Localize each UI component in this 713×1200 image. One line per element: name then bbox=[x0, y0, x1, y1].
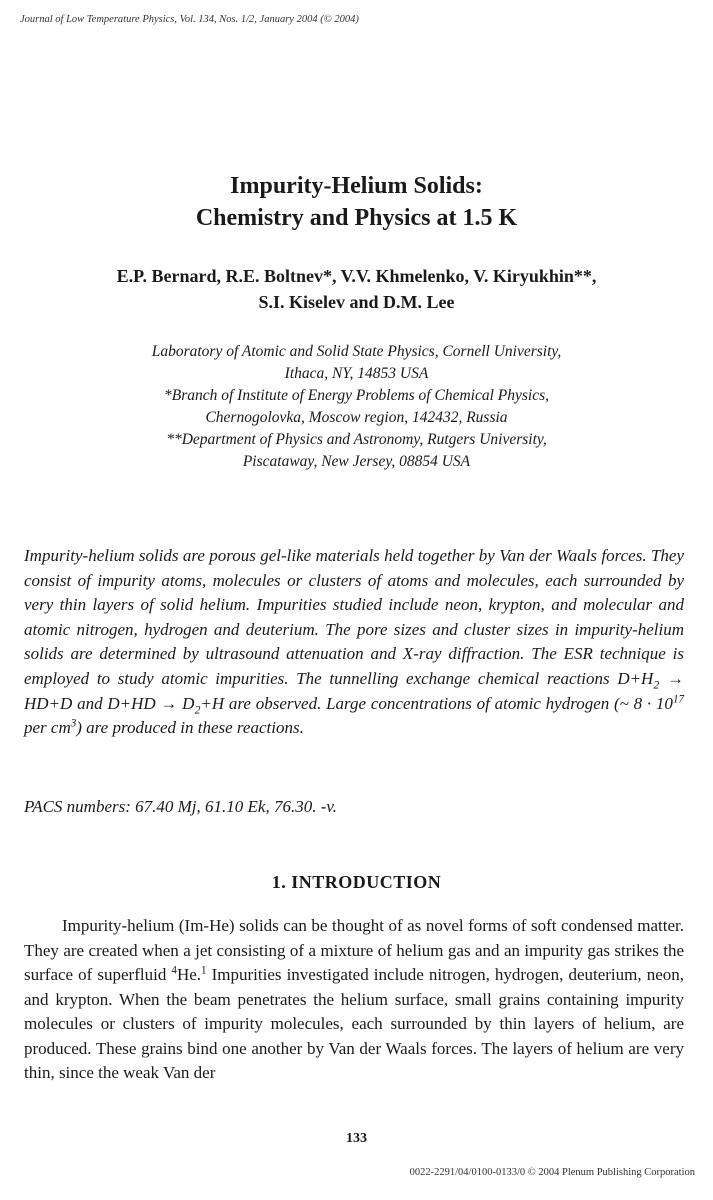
reference-marker: 1 bbox=[201, 964, 207, 977]
affiliation-line: Piscataway, New Jersey, 08854 USA bbox=[242, 453, 471, 470]
introduction-body bbox=[24, 914, 684, 1086]
copyright-line: 0022-2291/04/0100-0133/0 © 2004 Plenum Publishing Corporation bbox=[409, 1167, 695, 1178]
affiliation-line: Ithaca, NY, 14853 USA bbox=[284, 365, 429, 382]
affiliation-line: *Branch of Institute of Energy Problems of Chemical Physics, bbox=[164, 387, 549, 404]
section-heading: 1. INTRODUCTION bbox=[271, 872, 442, 892]
abstract-text: Impurity-helium solids are porous gel-like materials held together by Van der Waals forces. They consist of impurity atoms, molecules or clusters of atoms and molecules, each surrounded by very thin layers of solid helium. Impurities studied include neon, krypton, and molecular and atomic nitrogen, hydrogen and deuterium. The pore sizes and cluster sizes in impurity-helium solids are determined by ultrasound attenuation and X-ray diffraction. The ESR technique is employed to study atomic impurities. The tunnelling exchange chemical reactions D+H bbox=[24, 546, 684, 688]
affiliation-line: Chernogolovka, Moscow region, 142432, Russia bbox=[205, 409, 508, 426]
affiliation-line: **Department of Physics and Astronomy, Rutgers University, bbox=[166, 431, 547, 448]
abstract-text: per cm bbox=[24, 718, 71, 738]
superscript: 4 bbox=[171, 964, 177, 977]
paper-title bbox=[0, 170, 713, 234]
abstract-text: → HD+D and D+HD → D bbox=[24, 668, 684, 713]
affiliations bbox=[0, 341, 713, 473]
intro-paragraph bbox=[24, 914, 684, 1086]
abstract bbox=[24, 544, 684, 741]
body-text: He. bbox=[176, 965, 202, 984]
abstract-text: +H are observed. Large concentrations of atomic hydrogen (~ 8 · 10 bbox=[200, 693, 673, 713]
superscript: 17 bbox=[672, 692, 684, 705]
body-text: Impurities investigated include nitrogen, hydrogen, deuterium, neon, and krypton. When the beam penetrates the helium surface, small grains containing impurity molecules or clusters of impurity molecules, each surrounded by thin layers of helium, are produced. These grains bind one another by Van der Waals forces. The layers of helium are very thin, since the weak Van der bbox=[24, 965, 684, 1082]
title-line-2: Chemistry and Physics at 1.5 K bbox=[195, 205, 518, 231]
body-text: Impurity-helium (Im-He) solids can be thought of as novel forms of soft condensed matter. They are created when a jet consisting of a mixture of helium gas and an impurity gas strikes the surface of superfluid bbox=[24, 916, 684, 984]
pacs-numbers: PACS numbers: 67.40 Mj, 61.10 Ek, 76.30. -v. bbox=[24, 797, 337, 816]
page-number: 133 bbox=[346, 1131, 367, 1146]
authors-line-1: E.P. Bernard, R.E. Boltnev*, V.V. Khmelenko, V. Kiryukhin**, bbox=[116, 266, 597, 286]
authors-line-2: S.I. Kiselev and D.M. Lee bbox=[258, 292, 455, 312]
affiliation-line: Laboratory of Atomic and Solid State Physics, Cornell University, bbox=[151, 343, 562, 360]
journal-header: Journal of Low Temperature Physics, Vol. 134, Nos. 1/2, January 2004 (© 2004) bbox=[20, 14, 359, 25]
subscript: 2 bbox=[194, 701, 201, 716]
abstract-text: ) are produced in these reactions. bbox=[76, 718, 304, 738]
author-list bbox=[0, 263, 713, 315]
subscript: 2 bbox=[653, 677, 660, 692]
superscript: 3 bbox=[70, 717, 77, 730]
title-line-1: Impurity-Helium Solids: bbox=[230, 173, 483, 199]
